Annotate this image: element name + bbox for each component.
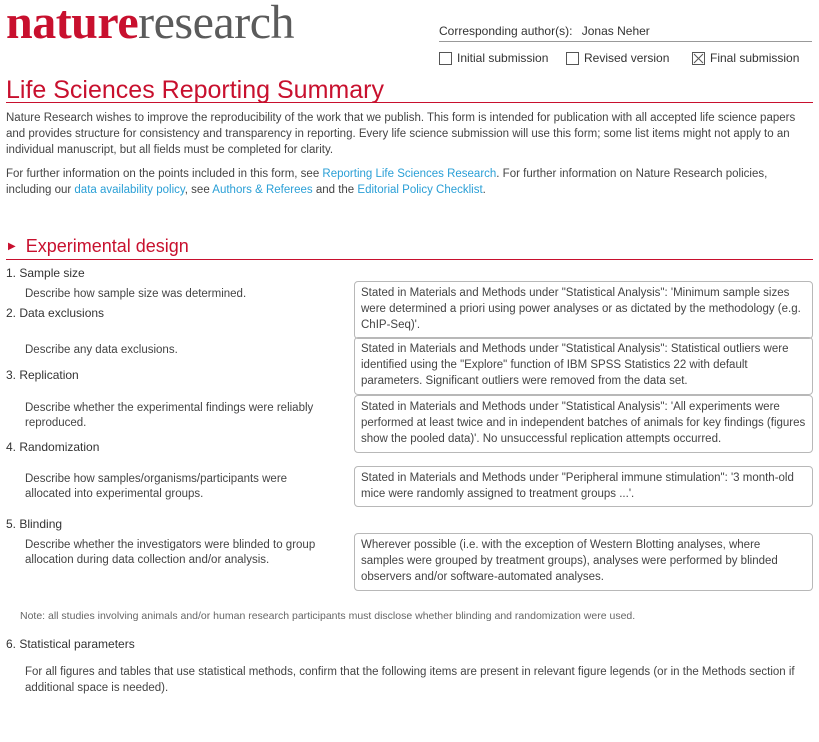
nature-research-logo: natureresearch <box>6 0 294 49</box>
item-title-data-exclusions: 2. Data exclusions <box>6 306 105 320</box>
corresponding-author-label: Corresponding author(s): <box>439 24 573 38</box>
answer-field-data-exclusions[interactable]: Stated in Materials and Methods under "Statistical Analysis": Statistical outliers were identified using the "Explore" function of IBM SPSS Statistics 22 with default parameters. Significant outliers were removed from the data set. <box>354 337 813 395</box>
corresponding-author <box>439 24 812 38</box>
final-submission-checkbox[interactable] <box>692 51 799 65</box>
section-divider <box>6 259 813 260</box>
title-divider <box>6 102 813 103</box>
answer-field-replication[interactable]: Stated in Materials and Methods under "Statistical Analysis": 'All experiments were performed at least twice and in independent batches of animals for key findings (figures show the pooled data)'. No unsuccessful replication attempts occurred. <box>354 395 813 453</box>
check-x-icon <box>693 53 704 64</box>
editorial-policy-checklist-link[interactable]: Editorial Policy Checklist <box>357 184 483 196</box>
item-desc-sample-size: Describe how sample size was determined. <box>25 288 247 300</box>
answer-field-sample-size[interactable]: Stated in Materials and Methods under "Statistical Analysis": 'Minimum sample sizes were determined a priori using power analyses or as dictated by the methodology (e.g. ChIP-Seq)'. <box>354 281 813 339</box>
answer-field-blinding[interactable]: Wherever possible (i.e. with the exception of Western Blotting analyses, where samples were grouped by treatment groups), analyses were performed by blinded observers and/or software-automated analyses. <box>354 533 813 591</box>
initial-submission-checkbox[interactable] <box>439 51 548 65</box>
item-title-randomization: 4. Randomization <box>6 440 100 454</box>
statistical-parameters-desc: For all figures and tables that use statistical methods, confirm that the following items are present in relevant figure legends (or in the Methods section if additional space is needed). <box>25 666 795 694</box>
item-desc-blinding: Describe whether the investigators were blinded to group allocation during data collection and/or analysis. <box>25 539 316 566</box>
author-underline <box>439 41 812 42</box>
checked-box <box>692 52 705 65</box>
checkbox-label: Revised version <box>584 51 670 65</box>
section-title: Experimental design <box>25 236 189 256</box>
corresponding-author-field[interactable]: Jonas Neher <box>581 24 650 38</box>
item-desc-data-exclusions: Describe any data exclusions. <box>25 344 178 356</box>
checkbox-box <box>566 52 579 65</box>
item-title-sample-size: 1. Sample size <box>6 266 85 280</box>
item-desc-replication: Describe whether the experimental findings were reliably reproduced. <box>25 402 314 429</box>
checkbox-label: Initial submission <box>457 51 549 65</box>
checkbox-label: Final submission <box>710 51 800 65</box>
item-title-statistical-parameters: 6. Statistical parameters <box>6 637 135 651</box>
item-title-blinding: 5. Blinding <box>6 517 63 531</box>
revised-version-checkbox[interactable] <box>566 51 669 65</box>
intro-paragraph: Nature Research wishes to improve the reproducibility of the work that we publish. This form is intended for publication with all accepted life science papers and provides structure for consistency and transparency in reporting. Every life science submission will use this form; some list items might not apply to an individual manuscript, but all fields must be completed for clarity. <box>6 112 796 156</box>
item-desc-randomization: Describe how samples/organisms/participants were allocated into experimental groups. <box>25 473 288 500</box>
authors-referees-link[interactable]: Authors & Referees <box>212 184 313 196</box>
reporting-life-sciences-link[interactable]: Reporting Life Sciences Research <box>322 168 497 180</box>
page-title: Life Sciences Reporting Summary <box>6 76 384 104</box>
blinding-randomization-note: Note: all studies involving animals and/or human research participants must disclose whether blinding and randomization were used. <box>20 610 636 622</box>
data-availability-policy-link[interactable]: data availability policy <box>74 184 185 196</box>
intro-links-paragraph: For further information on the points included in this form, see Reporting Life Sciences Research. For further information on Nature Research policies, including our data availability policy, see Authors & Referees and the Editorial Policy Checklist. <box>6 168 768 196</box>
answer-field-randomization[interactable]: Stated in Materials and Methods under "Peripheral immune stimulation": '3 month-old mice were randomly assigned to treatment groups ...'. <box>354 466 813 507</box>
triangle-right-icon: ▶ <box>8 241 16 252</box>
checkbox-box <box>439 52 452 65</box>
experimental-design-section-header[interactable] <box>6 236 189 257</box>
item-title-replication: 3. Replication <box>6 368 79 382</box>
